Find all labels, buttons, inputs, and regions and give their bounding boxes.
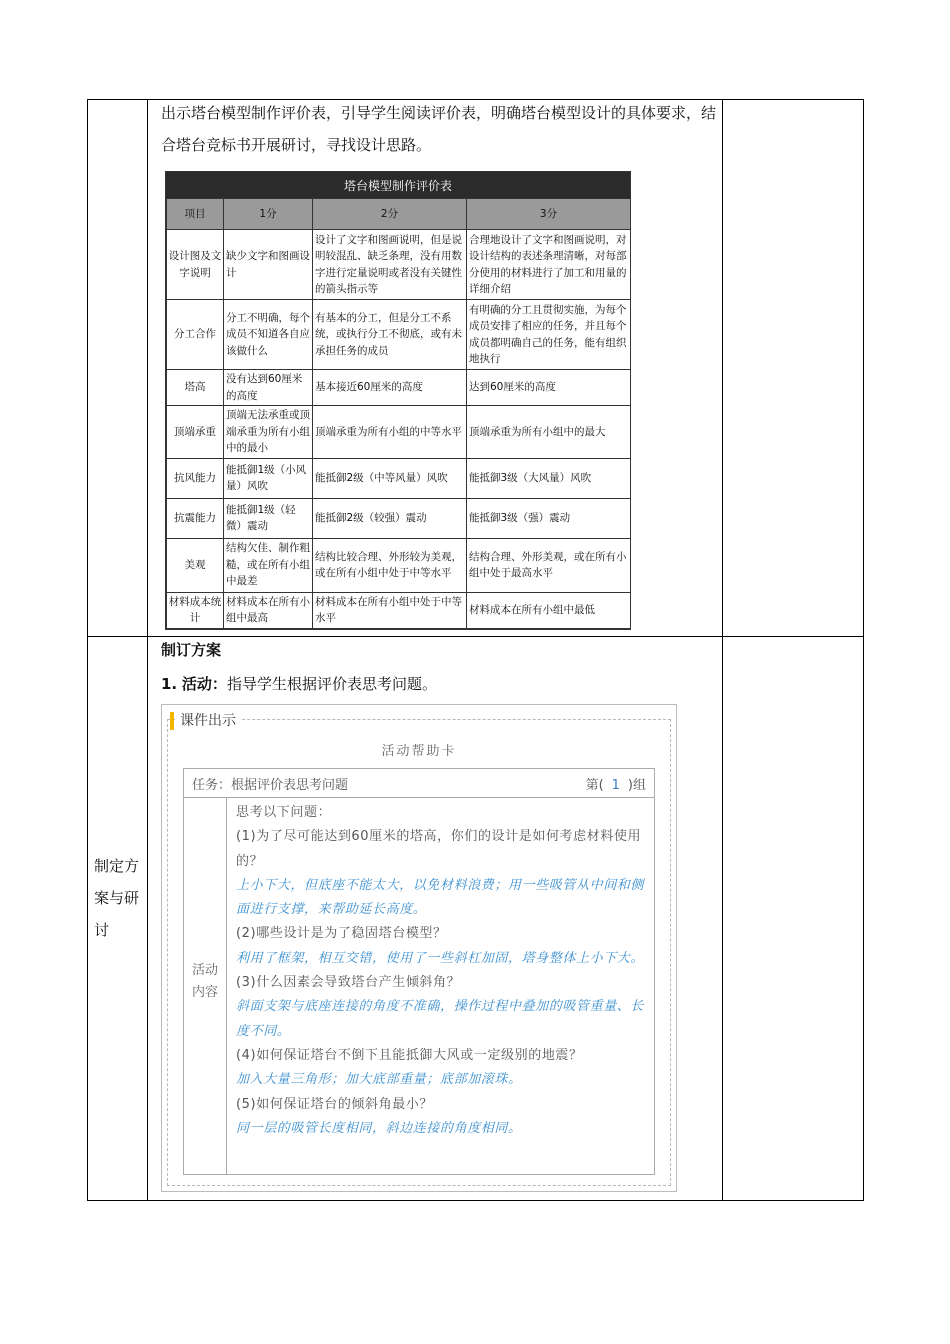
- task-text: 任务：根据评价表思考问题: [192, 778, 349, 793]
- table-row: [167, 300, 631, 370]
- score3-cell: 能抵御3级（强）震动: [467, 498, 631, 538]
- table-row: [167, 370, 631, 406]
- lesson-table: [87, 99, 864, 1201]
- score2-cell: 能抵御2级（较强）震动: [313, 498, 467, 538]
- answer: 利用了框架，相互交错，使用了一些斜杠加固，塔身整体上小下大。: [236, 950, 645, 966]
- card-frame: [167, 713, 671, 1186]
- evaluation-table-header: [167, 199, 631, 230]
- question: (1)为了尽可能达到60厘米的塔高，你们的设计是如何考虑材料使用的？: [236, 829, 642, 869]
- header-cell: 3分: [467, 199, 631, 230]
- score1-cell: 能抵御1级（小风量）风吹: [224, 458, 313, 498]
- score1-cell: 材料成本在所有小组中最高: [224, 592, 313, 628]
- table-row: [167, 230, 631, 300]
- score2-cell: 材料成本在所有小组中处于中等水平: [313, 592, 467, 628]
- score3-cell: 顶端承重为所有小组中的最大: [467, 406, 631, 459]
- question: (3)什么因素会导致塔台产生倾斜角？: [236, 975, 461, 991]
- score1-cell: 能抵御1级（轻微）震动: [224, 498, 313, 538]
- table-row: [167, 592, 631, 628]
- answer: 加入大量三角形；加大底部重量；底部加滚珠。: [236, 1072, 522, 1088]
- activity-number: 1.: [161, 675, 178, 693]
- tag-accent: [170, 712, 174, 730]
- task-box: [183, 768, 655, 1175]
- evaluation-table: [165, 171, 631, 630]
- evaluation-table-title: 塔台模型制作评价表: [166, 172, 630, 198]
- group-prefix: 第(: [585, 778, 604, 793]
- answer: 斜面支架与底座连接的角度不准确，操作过程中叠加的吸管重量、长度不同。: [236, 999, 645, 1039]
- task-header: [184, 769, 654, 798]
- item-cell: 抗震能力: [167, 498, 224, 538]
- table-row: [167, 538, 631, 592]
- activity-help-card: [161, 704, 677, 1192]
- table-row: [167, 458, 631, 498]
- card-title: 活动帮助卡: [381, 744, 457, 759]
- question: (5)如何保证塔台的倾斜角最小？: [236, 1096, 434, 1112]
- score2-cell: 结构比较合理、外形较为美观，或在所有小组中处于中等水平: [313, 538, 467, 592]
- header-cell: 2分: [313, 199, 467, 230]
- score1-cell: 没有达到60厘米的高度: [224, 370, 313, 406]
- answer: 同一层的吸管长度相同，斜边连接的角度相同。: [236, 1120, 522, 1136]
- item-cell: 分工合作: [167, 300, 224, 370]
- score2-cell: 设计了文字和图画说明，但是说明较混乱、缺乏条理，没有用数字进行定量说明或者没有关键性的箭头指示等: [313, 230, 467, 300]
- score1-cell: 结构欠佳、制作粗糙，或在所有小组中最差: [224, 538, 313, 592]
- header-cell: 1分: [224, 199, 313, 230]
- score2-cell: 基本接近60厘米的高度: [313, 370, 467, 406]
- table-row: [167, 498, 631, 538]
- answer: 上小下大，但底座不能太大，以免材料浪费；用一些吸管从中间和侧面进行支撑，来帮助延长高度。: [236, 877, 645, 918]
- group-label: [586, 774, 646, 793]
- score3-cell: 合理地设计了文字和图画说明，对设计结构的表述条理清晰，对每部分使用的材料进行了加工和用量的详细介绍: [467, 230, 631, 300]
- activity-text: 指导学生根据评价表思考问题。: [226, 675, 437, 693]
- score2-cell: 有基本的分工，但是分工不系统，或执行分工不彻底，或有未承担任务的成员: [313, 300, 467, 370]
- score2-cell: 能抵御2级（中等风量）风吹: [313, 458, 467, 498]
- score3-cell: 结构合理、外形美观，或在所有小组中处于最高水平: [467, 538, 631, 592]
- courseware-tag: 课件出示: [176, 710, 240, 730]
- group-suffix: )组: [627, 778, 646, 793]
- question: (2)哪些设计是为了稳固塔台模型？: [236, 926, 447, 942]
- stage-label: 制定方案与研讨: [94, 857, 140, 939]
- score3-cell: 达到60厘米的高度: [467, 370, 631, 406]
- intro-paragraph: 出示塔台模型制作评价表，引导学生阅读评价表，明确塔台模型设计的具体要求，结合塔台竞标书开展研讨，寻找设计思路。: [161, 104, 717, 154]
- activity-label: 活动：: [181, 675, 227, 693]
- table-row: [167, 406, 631, 459]
- question-list: [236, 801, 648, 1141]
- score2-cell: 顶端承重为所有小组的中等水平: [313, 406, 467, 459]
- activity-line: [161, 668, 723, 700]
- content-label: 活动内容: [191, 963, 218, 1000]
- score1-cell: 分工不明确，每个成员不知道各自应该做什么: [224, 300, 313, 370]
- item-cell: 材料成本统计: [167, 592, 224, 628]
- group-number: 1: [611, 778, 620, 793]
- question: (4)如何保证塔台不倒下且能抵御大风或一定级别的地震？: [236, 1047, 583, 1063]
- item-cell: 美观: [167, 538, 224, 592]
- content-label-column: [184, 798, 227, 1174]
- header-cell: 项目: [167, 199, 224, 230]
- item-cell: 设计图及文字说明: [167, 230, 224, 300]
- score1-cell: 缺少文字和图画设计: [224, 230, 313, 300]
- score3-cell: 材料成本在所有小组中最低: [467, 592, 631, 628]
- column-divider: [147, 100, 148, 1200]
- item-cell: 抗风能力: [167, 458, 224, 498]
- score1-cell: 顶端无法承重或顶端承重为所有小组中的最小: [224, 406, 313, 459]
- item-cell: 塔高: [167, 370, 224, 406]
- question-intro: 思考以下问题：: [236, 805, 332, 820]
- item-cell: 顶端承重: [167, 406, 224, 459]
- section-heading: 制订方案: [161, 641, 222, 659]
- score3-cell: 能抵御3级（大风量）风吹: [467, 458, 631, 498]
- score3-cell: 有明确的分工且贯彻实施，为每个成员安排了相应的任务，并且每个成员都明确自己的任务，能有组织地执行: [467, 300, 631, 370]
